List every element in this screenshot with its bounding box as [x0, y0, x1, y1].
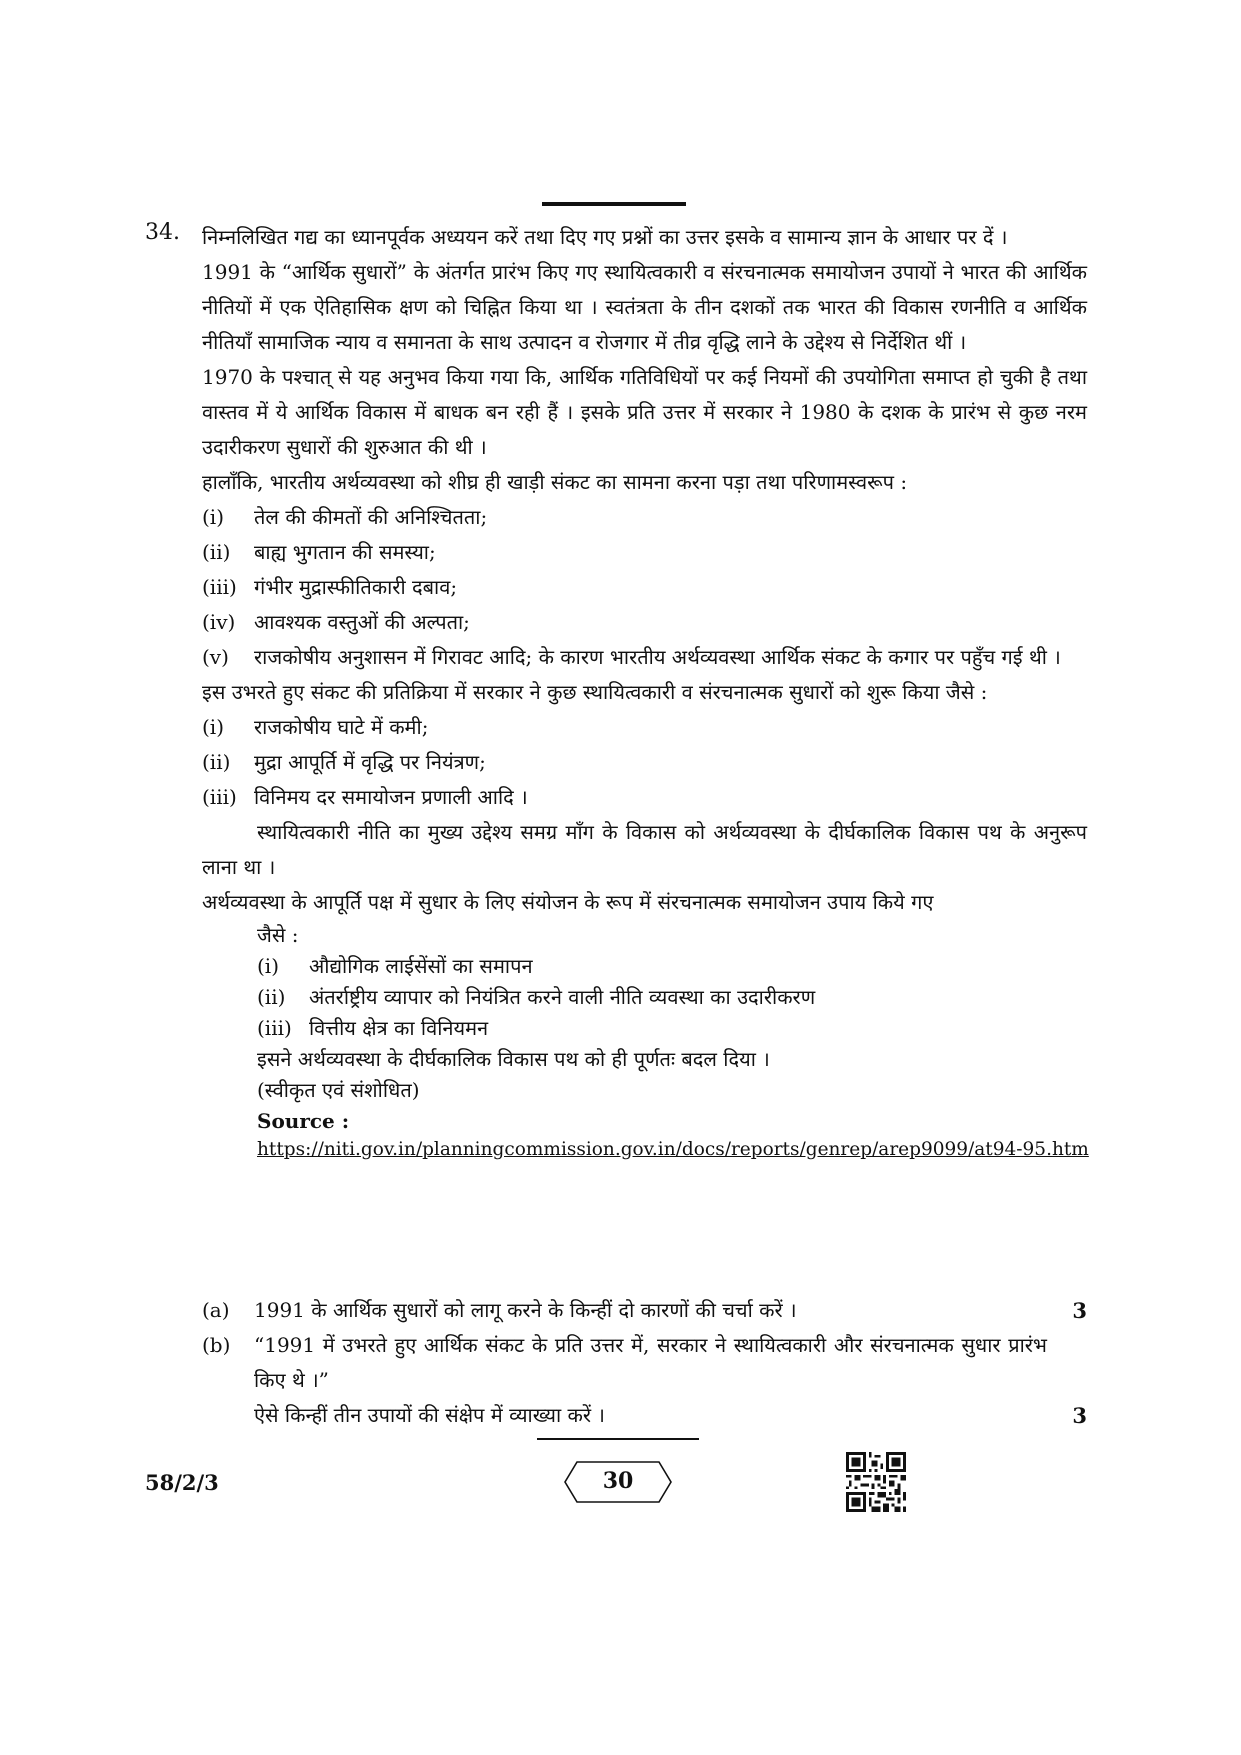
marks: 3 — [1072, 1403, 1087, 1428]
sub-question-b: (b) “1991 में उभरते हुए आर्थिक संकट के प्रति उत्तर में, सरकार ने स्थायित्वकारी और संरचनात्मक सुधार प्रारंभ किए थे ।” ऐसे किन्हीं तीन उपायों की संक्षेप में व्याख्या करें । 3 — [202, 1328, 1087, 1433]
list-gulf-crisis — [202, 500, 1087, 675]
passage-paragraph: 1970 के पश्चात् से यह अनुभव किया गया कि, आर्थिक गतिविधियों पर कई नियमों की उपयोगिता समाप्त हो चुकी है तथा वास्तव में ये आर्थिक विकास में बाधक बन रही हैं । इसके प्रति उत्तर में सरकार ने 1980 के दशक के प्रारंभ से कुछ नरम उदारीकरण सुधारों की शुरुआत की थी । — [202, 365, 1087, 459]
list-item: (ii) बाह्य भुगतान की समस्या; — [202, 540, 436, 564]
passage — [202, 220, 1087, 1163]
list-item: (ii) अंतर्राष्ट्रीय व्यापार को नियंत्रित करने वाली नीति व्यवस्था का उदारीकरण — [257, 985, 816, 1009]
adapted-note: (स्वीकृत एवं संशोधित) — [257, 1078, 420, 1102]
passage-paragraph: अर्थव्यवस्था के आपूर्ति पक्ष में सुधार के लिए संयोजन के रूप में संरचनात्मक समायोजन उपाय किये गए — [202, 890, 934, 914]
source-label: Source : — [257, 1109, 350, 1133]
qr-code-icon — [846, 1452, 906, 1512]
top-divider — [542, 202, 686, 206]
passage-paragraph: जैसे : — [257, 923, 299, 947]
sub-question-a: (a) 1991 के आर्थिक सुधारों को लागू करने के किन्हीं दो कारणों की चर्चा करें । 3 — [202, 1293, 1087, 1328]
list-item: (i) राजकोषीय घाटे में कमी; — [202, 715, 429, 739]
list-item: (iv) आवश्यक वस्तुओं की अल्पता; — [202, 610, 470, 634]
marks: 3 — [1072, 1298, 1087, 1323]
passage-paragraph: इस उभरते हुए संकट की प्रतिक्रिया में सरकार ने कुछ स्थायित्वकारी व संरचनात्मक सुधारों को शुरू किया जैसे : — [202, 680, 988, 704]
bottom-divider — [537, 1438, 699, 1440]
list-item: (iii) विनिमय दर समायोजन प्रणाली आदि । — [202, 785, 528, 809]
structural-block — [257, 920, 1087, 1163]
passage-paragraph: 1991 के “आर्थिक सुधारों” के अंतर्गत प्रारंभ किए गए स्थायित्वकारी व संरचनात्मक समायोजन उपायों ने भारत की आर्थिक नीतियों में एक ऐतिहासिक क्षण को चिह्नित किया था । स्वतंत्रता के तीन दशकों तक भारत की विकास रणनीति व आर्थिक नीतियाँ सामाजिक न्याय व समानता के साथ उत्पादन व रोजगार में तीव्र वृद्धि लाने के उद्देश्य से निर्देशित थीं । — [202, 260, 1087, 354]
passage-paragraph: स्थायित्वकारी नीति का मुख्य उद्देश्य समग्र माँग के विकास को अर्थव्यवस्था के दीर्घकालिक विकास पथ के अनुरूप लाना था । — [202, 820, 1087, 879]
source-link[interactable]: https://niti.gov.in/planningcommission.gov.in/docs/reports/genrep/arep9099/at94-95.htm — [257, 1139, 1089, 1160]
page-number: 30 — [602, 1468, 634, 1494]
instruction: निम्नलिखित गद्य का ध्यानपूर्वक अध्ययन करें तथा दिए गए प्रश्नों का उत्तर इसके व सामान्य ज्ञान के आधार पर दें । — [202, 225, 1008, 249]
passage-paragraph: इसने अर्थव्यवस्था के दीर्घकालिक विकास पथ को ही पूर्णतः बदल दिया । — [257, 1047, 770, 1071]
question-number: 34. — [145, 220, 180, 245]
list-item: (i) औद्योगिक लाईसेंसों का समापन — [257, 954, 533, 978]
passage-paragraph: हालाँकि, भारतीय अर्थव्यवस्था को शीघ्र ही खाड़ी संकट का सामना करना पड़ा तथा परिणामस्वरूप : — [202, 470, 908, 494]
paper-code: 58/2/3 — [145, 1470, 219, 1495]
list-item: (iii) वित्तीय क्षेत्र का विनियमन — [257, 1016, 489, 1040]
list-item: (i) तेल की कीमतों की अनिश्चितता; — [202, 505, 488, 529]
list-item: (iii) गंभीर मुद्रास्फीतिकारी दबाव; — [202, 575, 458, 599]
list-item: (v) राजकोषीय अनुशासन में गिरावट आदि; के कारण भारतीय अर्थव्यवस्था आर्थिक संकट के कगार पर पहुँच गई थी । — [202, 645, 1061, 669]
list-item: (ii) मुद्रा आपूर्ति में वृद्धि पर नियंत्रण; — [202, 750, 486, 774]
list-stabilization — [202, 710, 1087, 815]
